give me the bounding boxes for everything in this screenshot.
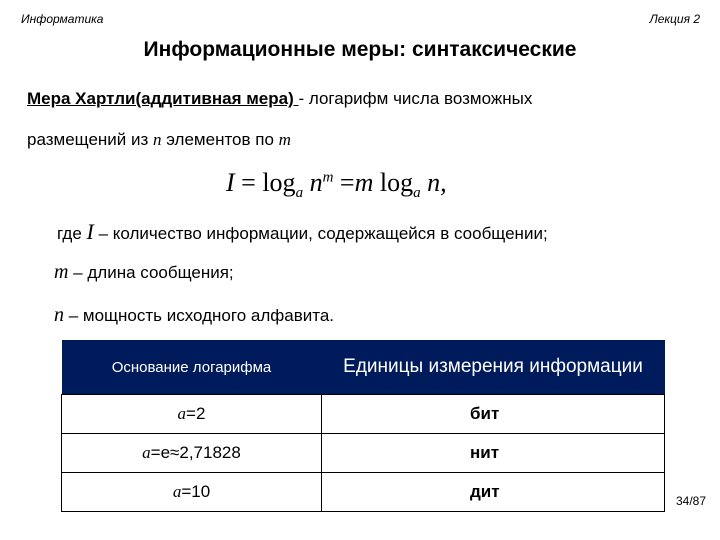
table-header-row <box>62 340 665 395</box>
table-row <box>62 434 665 473</box>
definition-line-2 <box>27 130 291 150</box>
formula-exponent: m <box>322 169 334 186</box>
course-name: Информатика <box>21 12 104 26</box>
where-I-line <box>57 219 548 245</box>
base-var: a <box>172 482 182 501</box>
header-log-base: Основание логарифма <box>62 340 322 395</box>
base-cell <box>62 473 322 512</box>
slide-title: Информационные меры: синтаксические <box>143 38 577 61</box>
table-row <box>62 473 665 512</box>
table-row <box>62 395 665 434</box>
base-var: a <box>142 443 151 462</box>
where-var-I: I <box>86 219 94 244</box>
unit-cell: бит <box>322 395 665 434</box>
definition-text-2a: размещений из <box>27 130 154 149</box>
where-m-line <box>54 261 234 284</box>
units-table <box>61 340 665 512</box>
var-m: m <box>278 130 291 149</box>
definition-text: - логарифм числа возможных <box>298 89 533 108</box>
var-n: n <box>153 130 162 149</box>
formula-n2: n, <box>420 168 447 197</box>
where-var-m: m <box>54 261 69 283</box>
where-m-desc: – длина сообщения; <box>68 263 234 282</box>
base-cell <box>62 395 322 434</box>
base-value: =e≈2,71828 <box>150 443 241 462</box>
unit-cell: дит <box>322 473 665 512</box>
lecture-number: Лекция 2 <box>649 12 700 26</box>
where-n-line <box>54 304 334 327</box>
header-units: Единицы измерения информации <box>322 340 665 395</box>
formula-eq2: = <box>333 168 355 197</box>
hartley-formula <box>226 168 447 202</box>
base-var: a <box>177 404 187 423</box>
formula-m2: m <box>354 168 374 197</box>
unit-cell: нит <box>322 434 665 473</box>
formula-log1: = log <box>234 168 296 197</box>
definition-term: Мера Хартли(аддитивная мера) <box>27 89 299 108</box>
where-var-n: n <box>54 304 64 326</box>
where-I-desc: – количество информации, содержащейся в сообщении; <box>93 224 548 243</box>
formula-n1: n <box>303 168 323 197</box>
formula-log2: log <box>373 168 414 197</box>
base-value: =10 <box>181 482 211 501</box>
base-cell <box>62 434 322 473</box>
definition-text-2b: элементов по <box>161 130 279 149</box>
base-value: =2 <box>186 404 206 423</box>
formula-I: I <box>226 168 235 197</box>
page-number: 34/87 <box>675 494 706 508</box>
formula-base-2: a <box>413 185 421 202</box>
where-n-desc: – мощность исходного алфавита. <box>64 306 335 325</box>
where-prefix: где <box>57 224 87 243</box>
formula-base-1: a <box>295 185 304 202</box>
definition-line-1 <box>27 89 532 109</box>
